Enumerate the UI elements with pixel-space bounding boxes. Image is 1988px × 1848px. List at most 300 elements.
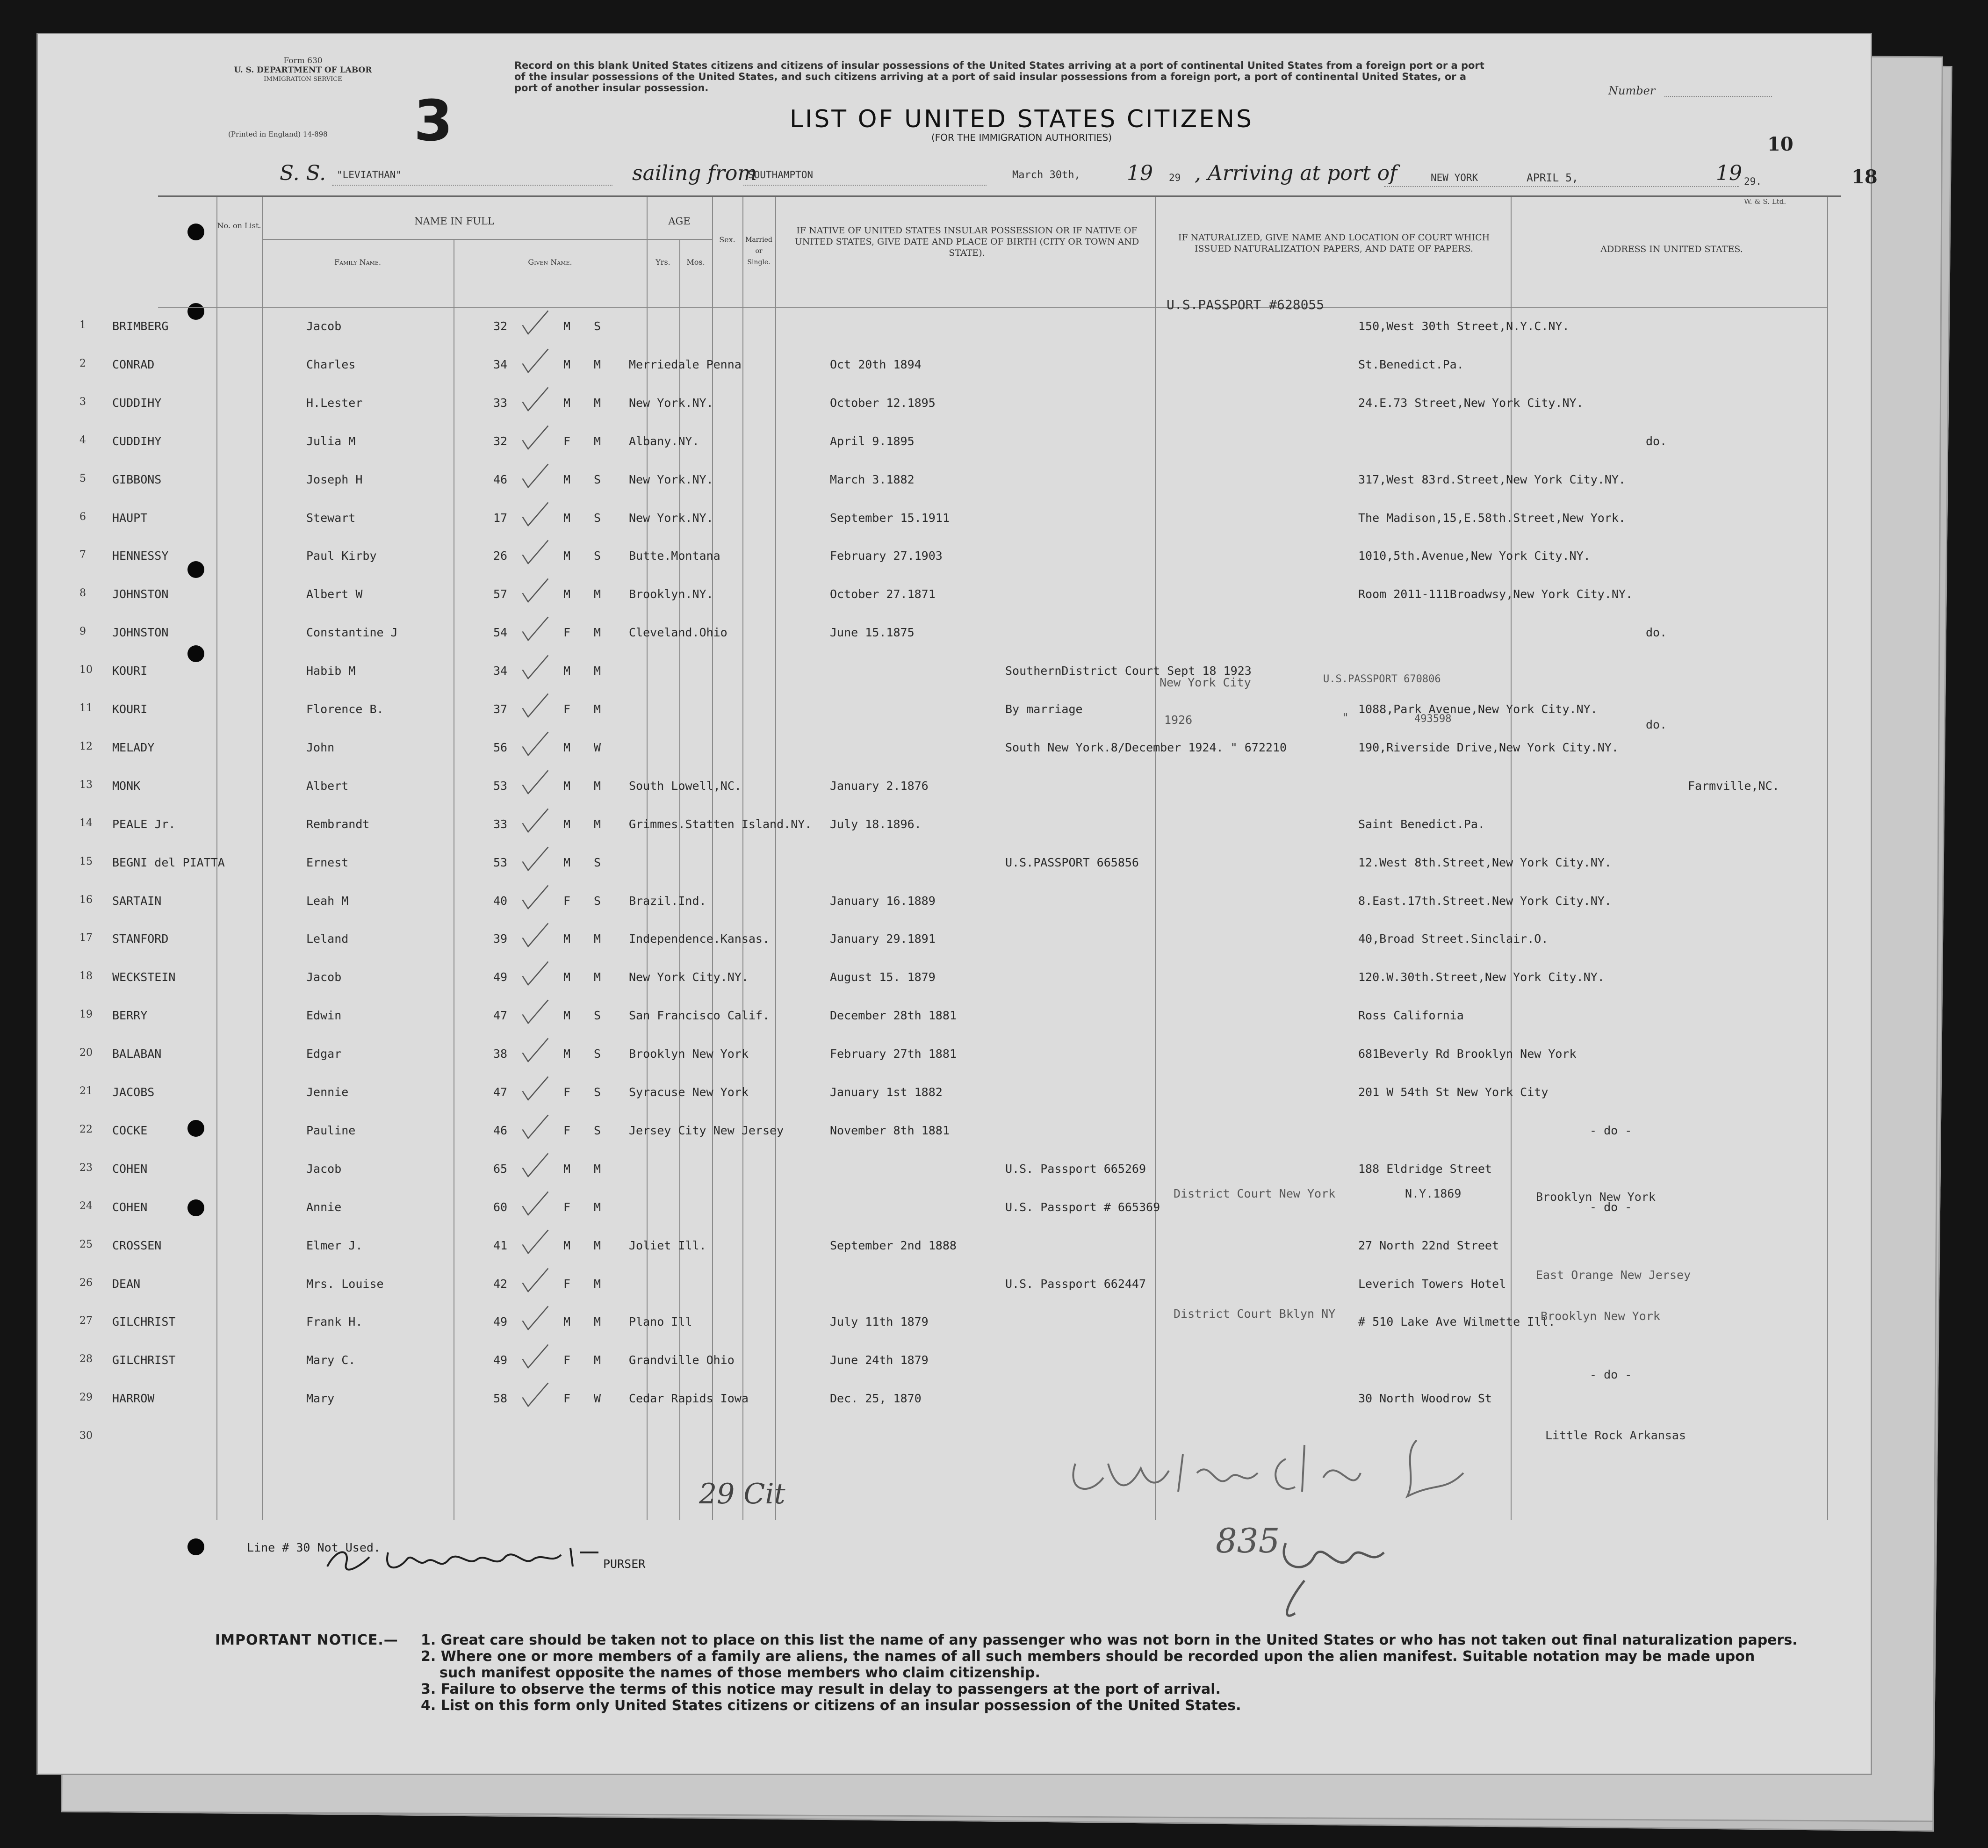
marital-status: M — [594, 1315, 601, 1329]
birthdate: March 3.1882 — [830, 472, 915, 486]
naturalization-passport: U.S.PASSPORT 670806 — [1323, 673, 1441, 685]
sex: M — [563, 1047, 571, 1061]
arrival-year: 29. — [1744, 176, 1762, 187]
col-birth: IF NATIVE OF UNITED STATES INSULAR POSSESSION OR IF NATIVE OF UNITED STATES, GIVE DATE AND PLACE OF BIRTH (CITY OR TOWN AND STATE). — [794, 225, 1139, 258]
marital-status: S — [594, 549, 601, 563]
row-number: 27 — [79, 1315, 93, 1327]
given-name: Edgar — [306, 1047, 342, 1061]
ss-label: S. S. — [280, 161, 326, 185]
marital-status: S — [594, 1123, 601, 1137]
row-number: 26 — [79, 1277, 93, 1289]
naturalization: By marriage — [1005, 702, 1083, 716]
address: 150,West 30th Street,N.Y.C.NY. — [1358, 319, 1570, 333]
check-mark-icon — [519, 424, 552, 452]
naturalization-court: District Court New York — [1174, 1187, 1336, 1200]
col-given: Given Name. — [528, 258, 572, 267]
address: Farmville,NC. — [1688, 779, 1779, 793]
marital-status: M — [594, 626, 601, 640]
naturalization-city: New York City — [1160, 676, 1251, 689]
check-mark-icon — [519, 1305, 552, 1333]
col-yrs: Yrs. — [655, 258, 670, 267]
sex: M — [563, 932, 571, 946]
birthdate: January 1st 1882 — [830, 1085, 943, 1099]
given-name: Albert — [306, 779, 349, 793]
sex: M — [563, 549, 571, 563]
header-divider — [158, 307, 1827, 308]
address: Saint Benedict.Pa. — [1358, 817, 1485, 831]
table-row — [79, 316, 1841, 353]
family-name: COCKE — [112, 1123, 148, 1137]
port-to: NEW YORK — [1431, 172, 1478, 183]
birthplace: New York.NY. — [629, 396, 713, 410]
birthplace: Albany.NY. — [629, 434, 699, 448]
marital-status: M — [594, 970, 601, 984]
age-divider — [647, 239, 712, 240]
age: 53 — [493, 779, 508, 793]
family-name: CUDDIHY — [112, 434, 162, 448]
check-mark-icon — [519, 539, 552, 567]
check-mark-icon — [519, 1190, 552, 1218]
sex: F — [563, 1123, 571, 1137]
service-name: IMMIGRATION SERVICE — [264, 76, 342, 83]
address: 12.West 8th.Street,New York City.NY. — [1358, 855, 1612, 869]
marital-status: M — [594, 1238, 601, 1252]
birthdate: January 16.1889 — [830, 894, 936, 908]
address: 30 North Woodrow St — [1358, 1392, 1492, 1406]
given-name: John — [306, 740, 335, 754]
sex: F — [563, 1392, 571, 1406]
col-mos: Mos. — [686, 258, 705, 267]
birthplace: Cedar Rapids Iowa — [629, 1392, 749, 1406]
family-name: MONK — [112, 779, 141, 793]
marital-status: S — [594, 1085, 601, 1099]
naturalization-number: 493598 — [1414, 713, 1452, 725]
table-row — [79, 814, 1841, 851]
naturalization-place: N.Y.1869 — [1405, 1187, 1462, 1200]
annotation-text: 29 Cit — [699, 1478, 785, 1510]
check-mark-icon — [519, 615, 552, 643]
record-instructions: Record on this blank United States citizens and citizens of insular possessions of the United States arriving at a port of continental United States from a foreign port or a port of the insular possessions of the United States, and such citizens arriving at a port of said insular possessions from a foreign port, a port of continental United States, or a port of another insular possession. — [514, 60, 1484, 94]
number-label: Number — [1608, 84, 1656, 97]
check-mark-icon — [519, 654, 552, 682]
family-name: CUDDIHY — [112, 396, 162, 410]
birthplace: San Francisco Calif. — [629, 1009, 770, 1023]
age: 33 — [493, 396, 508, 410]
marital-status: M — [594, 1162, 601, 1176]
address: 188 Eldridge Street — [1358, 1162, 1492, 1176]
purser-label: PURSER — [603, 1557, 646, 1571]
check-mark-icon — [519, 692, 552, 720]
table-row — [79, 392, 1841, 430]
age: 46 — [493, 472, 508, 486]
birthdate: April 9.1895 — [830, 434, 915, 448]
ditto-mark: " — [1342, 711, 1349, 724]
birthplace: Brooklyn.NY. — [629, 587, 713, 601]
age: 49 — [493, 1315, 508, 1329]
marital-status: M — [594, 664, 601, 678]
table-row — [79, 1235, 1841, 1272]
age: 56 — [493, 740, 508, 754]
table-row — [79, 775, 1841, 813]
table-row — [79, 890, 1841, 928]
family-name: MELADY — [112, 740, 155, 754]
address: St.Benedict.Pa. — [1358, 357, 1464, 371]
given-name: Mary C. — [306, 1353, 356, 1367]
check-mark-icon — [519, 386, 552, 414]
punch-hole — [187, 1538, 204, 1555]
row-number: 1 — [79, 319, 86, 331]
col-address: ADDRESS IN UNITED STATES. — [1600, 244, 1743, 254]
table-row — [79, 660, 1841, 698]
address: 120.W.30th.Street,New York City.NY. — [1358, 970, 1605, 984]
birthdate: Dec. 25, 1870 — [830, 1392, 922, 1406]
family-name: CROSSEN — [112, 1238, 162, 1252]
birthplace: South Lowell,NC. — [629, 779, 742, 793]
table-row — [79, 622, 1841, 659]
given-name: Albert W — [306, 587, 363, 601]
given-name: Stewart — [306, 511, 356, 525]
row-number: 8 — [79, 587, 86, 599]
address-line2: East Orange New Jersey — [1536, 1268, 1691, 1282]
marital-status: S — [594, 319, 601, 333]
given-name: Rembrandt — [306, 817, 370, 831]
address: # 510 Lake Ave Wilmette Ill. — [1358, 1315, 1556, 1329]
address: do. — [1646, 626, 1667, 640]
sex: F — [563, 1277, 571, 1291]
address: 1010,5th.Avenue,New York City.NY. — [1358, 549, 1591, 563]
given-name: Charles — [306, 357, 356, 371]
birthdate: June 15.1875 — [830, 626, 915, 640]
printer-mark: W. & S. Ltd. — [1744, 197, 1786, 206]
birthplace: Syracuse New York — [629, 1085, 749, 1099]
notice-item: 4. List on this form only United States citizens or citizens of an insular possession of the United States. — [421, 1697, 1241, 1714]
check-mark-icon — [519, 960, 552, 988]
birthplace: Brooklyn New York — [629, 1047, 749, 1061]
form-number: Form 630 — [283, 56, 323, 65]
given-name: Florence B. — [306, 702, 384, 716]
given-name: Frank H. — [306, 1315, 363, 1329]
given-name: Edwin — [306, 1009, 342, 1023]
address: 190,Riverside Drive,New York City.NY. — [1358, 740, 1619, 754]
age: 34 — [493, 357, 508, 371]
sex: M — [563, 740, 571, 754]
address: 1088,Park Avenue,New York City.NY. — [1358, 702, 1598, 716]
age: 65 — [493, 1162, 508, 1176]
check-mark-icon — [519, 309, 552, 337]
age: 57 — [493, 587, 508, 601]
birthdate: October 12.1895 — [830, 396, 936, 410]
row-number: 25 — [79, 1238, 93, 1250]
sex: F — [563, 1085, 571, 1099]
address: 201 W 54th St New York City — [1358, 1085, 1549, 1099]
row-number: 10 — [79, 664, 93, 676]
age: 38 — [493, 1047, 508, 1061]
birthdate: November 8th 1881 — [830, 1123, 950, 1137]
address: The Madison,15,E.58th.Street,New York. — [1358, 511, 1626, 525]
row-number: 3 — [79, 396, 86, 408]
printed-note: (Printed in England) 14-898 — [228, 130, 328, 138]
family-name: CONRAD — [112, 357, 155, 371]
age: 58 — [493, 1392, 508, 1406]
birthplace: Jersey City New Jersey — [629, 1123, 784, 1137]
col-no: No. on List. — [217, 221, 261, 230]
sex: F — [563, 1353, 571, 1367]
row-number: 14 — [79, 817, 93, 829]
col-age: AGE — [668, 216, 691, 227]
age: 60 — [493, 1200, 508, 1214]
birthdate: February 27th 1881 — [830, 1047, 957, 1061]
check-mark-icon — [519, 1381, 552, 1409]
port-to-line — [1384, 186, 1739, 187]
birthdate: September 15.1911 — [830, 511, 950, 525]
family-name: KOURI — [112, 664, 148, 678]
family-name: BERRY — [112, 1009, 148, 1023]
family-name: BEGNI del PIATTA — [112, 855, 225, 869]
notice-item: 1. Great care should be taken not to place on this list the name of any passenger who was not born in the United States or who has not taken out final naturalization papers. — [421, 1632, 1798, 1648]
age: 49 — [493, 1353, 508, 1367]
address-line2: Brooklyn New York — [1536, 1190, 1656, 1204]
sex: M — [563, 1009, 571, 1023]
port-from-line — [743, 185, 987, 186]
marital-status: S — [594, 472, 601, 486]
check-mark-icon — [519, 577, 552, 605]
birthdate: July 18.1896. — [830, 817, 922, 831]
table-row — [79, 469, 1841, 506]
sex: F — [563, 434, 571, 448]
age: 47 — [493, 1009, 508, 1023]
row-number: 5 — [79, 472, 86, 484]
port-from: SOUTHAMPTON — [748, 169, 814, 180]
birthplace: Plano Ill — [629, 1315, 692, 1329]
naturalization: U.S. Passport # 665369 — [1005, 1200, 1160, 1214]
col-family: Family Name. — [334, 258, 381, 267]
birthdate: January 2.1876 — [830, 779, 929, 793]
family-name: SARTAIN — [112, 894, 162, 908]
address: 317,West 83rd.Street,New York City.NY. — [1358, 472, 1626, 486]
birthdate: September 2nd 1888 — [830, 1238, 957, 1252]
sex: M — [563, 1315, 571, 1329]
notice-item: 2. Where one or more members of a family are aliens, the names of all such members should be recorded upon the alien manifest. Suitable notation may be made upon — [421, 1648, 1755, 1665]
table-row — [79, 1388, 1841, 1425]
birthdate: December 28th 1881 — [830, 1009, 957, 1023]
given-name: H.Lester — [306, 396, 363, 410]
age: 53 — [493, 855, 508, 869]
birthplace: Grandville Ohio — [629, 1353, 735, 1367]
row-number: 22 — [79, 1123, 93, 1135]
birthdate: October 27.1871 — [830, 587, 936, 601]
row-number: 16 — [79, 894, 93, 906]
birthdate: July 11th 1879 — [830, 1315, 929, 1329]
given-name: Jacob — [306, 970, 342, 984]
table-row — [79, 1120, 1841, 1157]
sex: F — [563, 702, 571, 716]
year-prefix: 19 — [1127, 161, 1153, 185]
purser-signature — [318, 1538, 627, 1581]
sex: F — [563, 626, 571, 640]
arrival-date: APRIL 5, — [1527, 172, 1578, 184]
sex: F — [563, 1200, 571, 1214]
check-mark-icon — [519, 1113, 552, 1141]
page-title: LIST OF UNITED STATES CITIZENS — [789, 105, 1253, 133]
sex: M — [563, 357, 571, 371]
given-name: Julia M — [306, 434, 356, 448]
sex: M — [563, 587, 571, 601]
given-name: Ernest — [306, 855, 349, 869]
given-name: Joseph H — [306, 472, 363, 486]
sex: M — [563, 817, 571, 831]
age: 46 — [493, 1123, 508, 1137]
age: 26 — [493, 549, 508, 563]
ship-line — [332, 185, 612, 186]
sex: M — [563, 472, 571, 486]
given-name: Jennie — [306, 1085, 349, 1099]
address: 27 North 22nd Street — [1358, 1238, 1499, 1252]
address: - do - — [1590, 1200, 1632, 1214]
age: 41 — [493, 1238, 508, 1252]
age: 42 — [493, 1277, 508, 1291]
annotation-mark — [697, 1464, 785, 1515]
birthdate: Oct 20th 1894 — [830, 357, 922, 371]
check-mark-icon — [519, 1228, 552, 1256]
col-sex: Sex. — [719, 235, 735, 244]
given-name: Mrs. Louise — [306, 1277, 384, 1291]
check-mark-icon — [519, 998, 552, 1026]
sheet-mark: 18 — [1851, 166, 1878, 188]
age: 32 — [493, 319, 508, 333]
naturalization: U.S. Passport 665269 — [1005, 1162, 1146, 1176]
naturalization: SouthernDistrict Court Sept 18 1923 — [1005, 664, 1252, 678]
marital-status: M — [594, 932, 601, 946]
row-number: 17 — [79, 932, 93, 944]
row-number: 4 — [79, 434, 86, 446]
sailing-label: sailing from — [632, 161, 757, 185]
family-name: STANFORD — [112, 932, 169, 946]
given-name: Habib M — [306, 664, 356, 678]
birthplace: New York.NY. — [629, 511, 713, 525]
family-name: WECKSTEIN — [112, 970, 176, 984]
naturalization-year: 1926 — [1164, 713, 1193, 727]
col-naturalized: IF NATURALIZED, GIVE NAME AND LOCATION OF COURT WHICH ISSUED NATURALIZATION PAPERS, AND DATE OF PAPERS. — [1178, 232, 1490, 254]
marital-status: M — [594, 396, 601, 410]
address-ditto: do. — [1646, 718, 1667, 731]
naturalization-court: District Court Bklyn NY — [1174, 1307, 1336, 1321]
address: 8.East.17th.Street.New York City.NY. — [1358, 894, 1612, 908]
row-number: 23 — [79, 1162, 93, 1174]
arriving-label: , Arriving at port of — [1195, 161, 1397, 185]
address: Leverich Towers Hotel — [1358, 1277, 1506, 1291]
marital-status: S — [594, 894, 601, 908]
sex: M — [563, 970, 571, 984]
table-row — [79, 584, 1841, 621]
birthplace: Brazil.Ind. — [629, 894, 706, 908]
given-name: Jacob — [306, 319, 342, 333]
birthplace: Independence.Kansas. — [629, 932, 770, 946]
marital-status: S — [594, 855, 601, 869]
number-blank — [1664, 96, 1772, 97]
given-name: Jacob — [306, 1162, 342, 1176]
age: 37 — [493, 702, 508, 716]
check-mark-icon — [519, 807, 552, 835]
table-row — [79, 1350, 1841, 1387]
naturalization: U.S. Passport 662447 — [1005, 1277, 1146, 1291]
row-number: 24 — [79, 1200, 93, 1212]
marital-status: M — [594, 587, 601, 601]
given-name: Elmer J. — [306, 1238, 363, 1252]
row-number: 30 — [79, 1430, 93, 1442]
age: 47 — [493, 1085, 508, 1099]
check-mark-icon — [519, 845, 552, 873]
age: 34 — [493, 664, 508, 678]
age: 40 — [493, 894, 508, 908]
family-name: BALABAN — [112, 1047, 162, 1061]
family-name: JOHNSTON — [112, 587, 169, 601]
row-number: 15 — [79, 855, 93, 867]
row-number: 21 — [79, 1085, 93, 1097]
age: 49 — [493, 970, 508, 984]
departure-year: 29 — [1169, 172, 1181, 183]
sex: M — [563, 855, 571, 869]
sex: M — [563, 396, 571, 410]
birthplace: Cleveland.Ohio — [629, 626, 727, 640]
form-info — [219, 56, 387, 84]
marital-status: M — [594, 434, 601, 448]
marital-status: M — [594, 817, 601, 831]
given-name: Leah M — [306, 894, 349, 908]
sex: M — [563, 319, 571, 333]
marital-status: M — [594, 1277, 601, 1291]
given-name: Paul Kirby — [306, 549, 377, 563]
address-line2: Brooklyn New York — [1541, 1309, 1660, 1323]
birthdate: June 24th 1879 — [830, 1353, 929, 1367]
table-row — [79, 737, 1841, 774]
table-row — [79, 545, 1841, 583]
row-number: 13 — [79, 779, 93, 791]
family-name: GILCHRIST — [112, 1353, 176, 1367]
marital-status: S — [594, 1047, 601, 1061]
check-mark-icon — [519, 1152, 552, 1180]
row-number: 18 — [79, 970, 93, 982]
family-name: DEAN — [112, 1277, 141, 1291]
page-subtitle: (FOR THE IMMIGRATION AUTHORITIES) — [931, 132, 1112, 143]
row-number: 2 — [79, 357, 86, 369]
sheet-number: 3 — [414, 89, 453, 154]
check-mark-icon — [519, 922, 552, 950]
table-row — [79, 699, 1841, 736]
year-prefix-2: 19 — [1716, 161, 1742, 185]
table-row — [79, 354, 1841, 391]
check-mark-icon — [519, 884, 552, 912]
sex: M — [563, 779, 571, 793]
row-number: 29 — [79, 1392, 93, 1404]
birthdate: August 15. 1879 — [830, 970, 936, 984]
check-mark-icon — [519, 1075, 552, 1103]
marital-status: W — [594, 740, 601, 754]
departure-date: March 30th, — [1012, 169, 1080, 181]
naturalization: U.S.PASSPORT 665856 — [1005, 855, 1139, 869]
given-name: Leland — [306, 932, 349, 946]
marital-status: W — [594, 1392, 601, 1406]
address-ditto: - do - — [1590, 1368, 1632, 1381]
family-name: HENNESSY — [112, 549, 169, 563]
age: 32 — [493, 434, 508, 448]
inspector-signature — [1061, 1426, 1505, 1627]
marital-status: S — [594, 1009, 601, 1023]
table-row — [79, 928, 1841, 966]
passport-note: U.S.PASSPORT #628055 — [1167, 297, 1325, 312]
birthplace: Grimmes.Statten Island.NY. — [629, 817, 812, 831]
notice-heading: IMPORTANT NOTICE.— — [215, 1632, 398, 1648]
birthplace: Joliet Ill. — [629, 1238, 706, 1252]
